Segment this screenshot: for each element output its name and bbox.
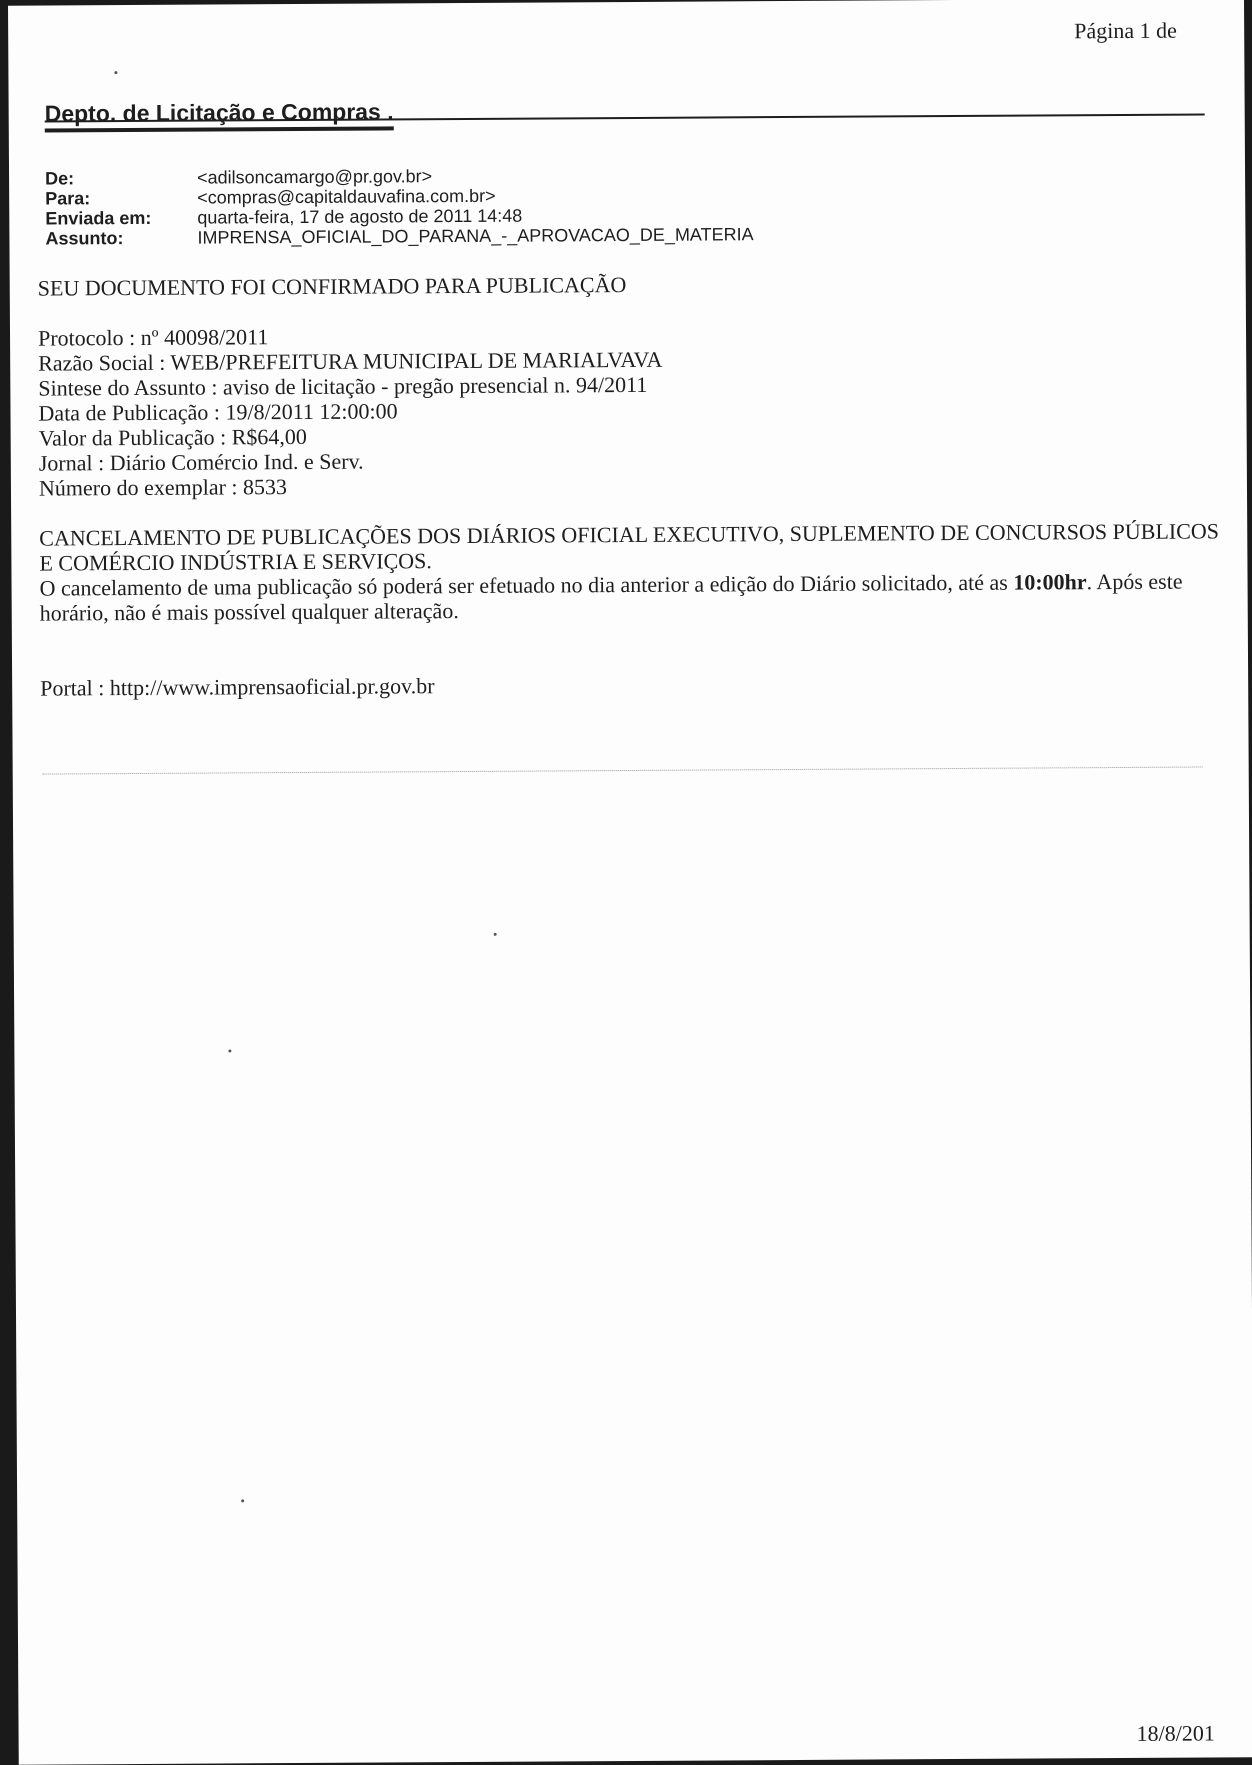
field-jornal: Jornal : Diário Comércio Ind. e Serv. — [38, 448, 364, 476]
field-exemplar: Número do exemplar : 8533 — [38, 474, 288, 501]
subject-value: IMPRENSA_OFICIAL_DO_PARANA_-_APROVACAO_DE_MATERIA — [197, 224, 754, 248]
sent-value: quarta-feira, 17 de agosto de 2011 14:48 — [197, 205, 523, 228]
cancellation-text — [39, 568, 1219, 625]
page-number: Página 1 de — [1074, 17, 1177, 44]
field-data-publicacao: Data de Publicação : 19/8/2011 12:00:00 — [38, 398, 398, 426]
footer-date: 18/8/201 — [1136, 1720, 1215, 1746]
email-body — [38, 268, 1221, 700]
confirmation-headline: SEU DOCUMENTO FOI CONFIRMADO PARA PUBLICAÇÃO — [37, 272, 627, 301]
to-value: <compras@capitaldauvafina.com.br> — [197, 185, 496, 208]
field-sintese: Sintese do Assunto : aviso de licitação - pregão presencial n. 94/2011 — [38, 371, 648, 401]
scan-speck — [241, 1499, 244, 1502]
scan-speck — [114, 71, 117, 74]
cancellation-text-start: O cancelamento de uma publicação só poderá ser efetuado no dia anterior a edição do Diário solicitado, até as — [39, 569, 1014, 601]
end-divider — [43, 766, 1203, 774]
cancellation-text-end: . Após este horário, não é mais possível qualquer alteração. — [39, 568, 1183, 626]
field-valor: Valor da Publicação : R$64,00 — [38, 423, 307, 451]
from-label: De: — [45, 168, 75, 189]
field-razao-social: Razão Social : WEB/PREFEITURA MUNICIPAL DE MARIALVAVA — [38, 346, 663, 376]
to-label: Para: — [45, 188, 91, 209]
scanned-page — [8, 0, 1252, 1765]
meta-subject-row — [45, 224, 753, 248]
cancellation-title: CANCELAMENTO DE PUBLICAÇÕES DOS DIÁRIOS OFICIAL EXECUTIVO, SUPLEMENTO DE CONCURSOS PÚBLICOS E COMÉRCIO INDÚSTRIA E SERVIÇOS. — [39, 518, 1220, 576]
sent-label: Enviada em: — [45, 207, 152, 229]
scan-speck — [494, 933, 497, 936]
cancellation-deadline: 10:00hr — [1013, 569, 1087, 595]
field-protocolo: Protocolo : nº 40098/2011 — [37, 324, 269, 351]
from-value: <adilsoncamargo@pr.gov.br> — [197, 166, 433, 188]
header-title: Depto. de Licitação e Compras . — [45, 98, 394, 132]
scan-speck — [228, 1049, 231, 1052]
subject-label: Assunto: — [45, 228, 124, 249]
document-header — [45, 93, 1205, 132]
publication-fields — [38, 318, 1219, 500]
portal-link[interactable]: Portal : http://www.imprensaoficial.pr.gov.br — [40, 673, 435, 701]
email-meta — [45, 164, 754, 248]
